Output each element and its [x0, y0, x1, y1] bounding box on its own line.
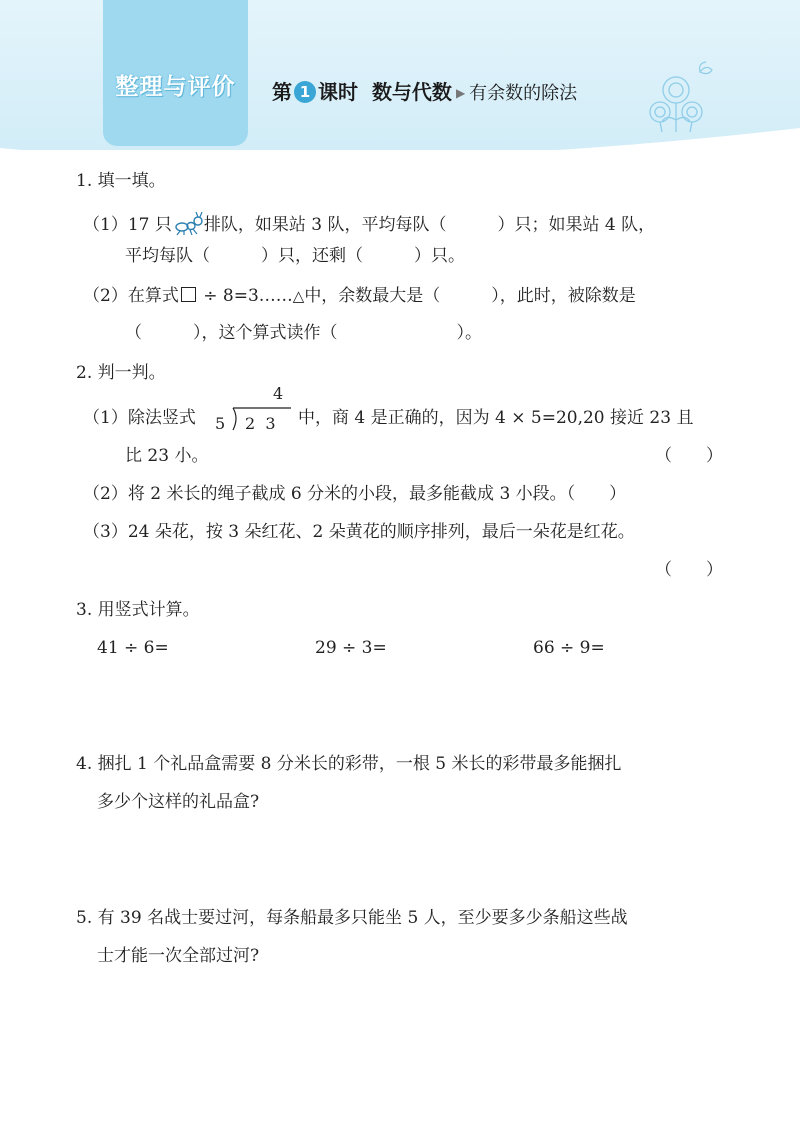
q1-part2-text-b: ÷ 8=3…… — [203, 286, 293, 306]
q1-part2-line2: （ ），这个算式读作（ ）。 — [125, 323, 482, 343]
q2-part3: （3）24 朵花，按 3 朵红花、2 朵黄花的顺序排列，最后一朵花是红花。 — [83, 522, 635, 542]
q1-part2-text-c: 中，余数最大是（ ），此时，被除数是 — [304, 286, 636, 306]
q1-title: 1. 填一填。 — [76, 171, 166, 191]
q3-title: 3. 用竖式计算。 — [76, 600, 200, 620]
division-divisor: 5 — [215, 414, 226, 433]
q1-part1-text-b: 排队，如果站 3 队，平均每队（ ）只；如果站 4 队， — [203, 215, 656, 235]
q2-part1-text-b: 中，商 4 是正确的，因为 4 × 5=20,20 接近 23 且 — [298, 408, 694, 428]
q3-item-2: 29 ÷ 3= — [315, 638, 387, 658]
ant-icon — [172, 210, 204, 236]
q1-part2-line1 — [83, 287, 636, 305]
lesson-prefix: 第 — [272, 80, 292, 104]
division-dividend: 2 3 — [245, 414, 276, 433]
flower-decoration-icon — [640, 60, 730, 135]
q2-part1-text-a: （1）除法竖式 — [83, 408, 196, 428]
q1-part1-text-a: （1）17 只 — [83, 215, 172, 235]
q2-part3-answer-paren: （ ） — [655, 560, 723, 580]
lesson-heading — [272, 76, 577, 105]
division-quotient: 4 — [273, 384, 284, 403]
q1-part1-line1 — [83, 210, 655, 236]
lesson-subtopic: 有余数的除法 — [469, 83, 578, 104]
q2-part2: （2）将 2 米长的绳子截成 6 分米的小段，最多能截成 3 小段。（ ） — [83, 484, 627, 504]
q5-line1: 5. 有 39 名战士要过河，每条船最多只能坐 5 人，至少要多少条船这些战 — [76, 908, 628, 928]
triangle-arrow-icon: ▶ — [455, 86, 466, 100]
q4-line2: 多少个这样的礼品盒? — [97, 792, 260, 812]
triangle-symbol-icon: △ — [292, 287, 305, 305]
q2-part1-answer-paren: （ ） — [655, 446, 723, 466]
lesson-number-badge: 1 — [294, 81, 316, 103]
q2-part1-line2: 比 23 小。 — [125, 446, 209, 466]
blank-box-icon — [181, 287, 196, 302]
q4-line1: 4. 捆扎 1 个礼品盒需要 8 分米长的彩带，一根 5 米长的彩带最多能捆扎 — [76, 754, 622, 774]
q5-line2: 士才能一次全部过河? — [97, 946, 260, 966]
q3-item-3: 66 ÷ 9= — [533, 638, 605, 658]
lesson-topic: 数与代数 — [371, 80, 452, 104]
q3-item-1: 41 ÷ 6= — [97, 638, 169, 658]
section-tab-title: 整理与评价 — [115, 74, 236, 100]
lesson-suffix: 课时 — [318, 80, 358, 104]
q1-part1-line2: 平均每队（ ）只，还剩（ ）只。 — [125, 246, 465, 266]
q1-part2-text-a: （2）在算式 — [83, 286, 179, 306]
long-division-figure — [213, 383, 293, 433]
q2-title: 2. 判一判。 — [76, 363, 166, 383]
